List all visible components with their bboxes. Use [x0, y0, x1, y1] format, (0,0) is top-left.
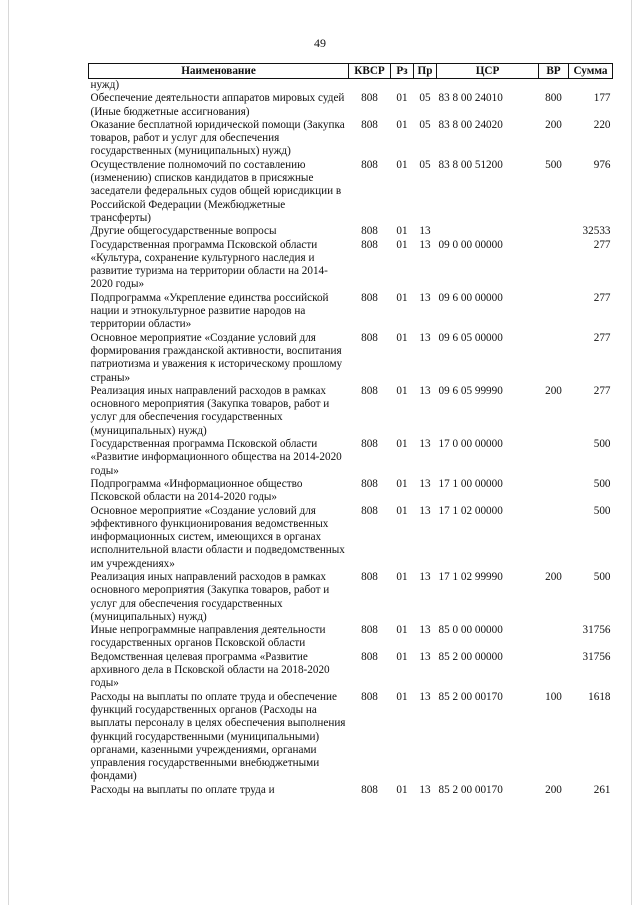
cell-sum: 261 — [593, 783, 611, 796]
cell-kvsr: 808 — [361, 158, 378, 171]
cell-name: Оказание бесплатной юридической помощи (Закупка товаров, работ и услуг для обеспечения государственных (муниципальных) нужд) — [90, 118, 345, 158]
cell-rz: 01 — [396, 570, 408, 583]
cell-rz: 01 — [396, 238, 408, 251]
cell-sum: 500 — [593, 477, 611, 490]
cell-csr: 85 2 00 00170 — [438, 690, 503, 703]
cell-name: Расходы на выплаты по оплате труда и — [90, 783, 275, 796]
cell-sum: 277 — [593, 331, 611, 344]
cell-csr: 17 0 00 00000 — [438, 438, 503, 451]
cell-vr — [539, 332, 569, 385]
cell-name: Ведомственная целевая программа «Развитие архивного дела в Псковской области на 2018-2020 годы» — [90, 650, 330, 690]
cell-name: Иные непрограммные направления деятельности государственных органов Псковской области — [90, 624, 326, 650]
cell-vr — [539, 624, 569, 651]
cell-name: Реализация иных направлений расходов в рамках основного мероприятия (Закупка товаров, работ и услуг для обеспечения государственных (муниципальных) нужд) — [90, 570, 330, 623]
table-row — [89, 332, 613, 385]
cell-vr — [539, 239, 569, 292]
cell-vr: 200 — [545, 118, 562, 131]
cell-name: Реализация иных направлений расходов в рамках основного мероприятия (Закупка товаров, работ и услуг для обеспечения государственных (муниципальных) нужд) — [90, 384, 330, 437]
cell-sum: 31756 — [582, 650, 611, 663]
cell-name: Другие общегосударственные вопросы — [90, 225, 277, 238]
cell-sum — [569, 79, 613, 93]
cell-kvsr: 808 — [361, 783, 378, 796]
table-body — [89, 79, 613, 798]
cell-rz: 01 — [396, 783, 408, 796]
cell-kvsr: 808 — [361, 650, 378, 663]
cell-csr: 85 2 00 00000 — [438, 650, 503, 663]
cell-vr: 100 — [545, 690, 562, 703]
cell-kvsr: 808 — [361, 504, 378, 517]
cell-vr — [539, 505, 569, 571]
cell-vr: 500 — [545, 158, 562, 171]
cell-pr: 13 — [419, 504, 431, 517]
cell-csr: 85 2 00 00170 — [438, 783, 503, 796]
cell-vr — [539, 651, 569, 691]
cell-vr — [539, 225, 569, 238]
cell-name: Обеспечение деятельности аппаратов мировых судей (Иные бюджетные ассигнования) — [90, 92, 345, 118]
table-row — [89, 651, 613, 691]
cell-sum: 500 — [593, 438, 611, 451]
table-row — [89, 292, 613, 332]
table-row — [89, 239, 613, 292]
cell-vr — [539, 79, 569, 93]
cell-rz — [391, 79, 414, 93]
table-row — [89, 159, 613, 225]
cell-sum: 500 — [593, 570, 611, 583]
cell-pr — [414, 79, 437, 93]
cell-sum: 500 — [593, 504, 611, 517]
cell-vr: 800 — [545, 92, 562, 105]
cell-rz: 01 — [396, 291, 408, 304]
cell-rz: 01 — [396, 158, 408, 171]
cell-pr: 05 — [419, 118, 431, 131]
cell-name: Основное мероприятие «Создание условий для эффективного функционирования ведомственных информационных систем, имеющихся в органах исполнительной власти области и подведомственных им учреждениях» — [90, 504, 345, 570]
cell-sum: 277 — [593, 384, 611, 397]
cell-csr: 09 6 00 00000 — [438, 291, 503, 304]
header-csr: ЦСР — [437, 64, 539, 79]
cell-kvsr: 808 — [361, 291, 378, 304]
table-row — [89, 784, 613, 797]
cell-vr — [539, 438, 569, 478]
cell-pr: 13 — [419, 570, 431, 583]
cell-rz: 01 — [396, 118, 408, 131]
cell-sum: 1618 — [588, 690, 611, 703]
cell-kvsr: 808 — [361, 118, 378, 131]
header-sum: Сумма — [569, 64, 613, 79]
cell-rz: 01 — [396, 225, 408, 238]
cell-kvsr: 808 — [361, 438, 378, 451]
cell-kvsr: 808 — [361, 570, 378, 583]
cell-pr: 13 — [419, 477, 431, 490]
cell-kvsr: 808 — [361, 225, 378, 238]
header-vr: ВР — [539, 64, 569, 79]
cell-csr: 17 1 00 00000 — [438, 477, 503, 490]
header-pr: Пр — [414, 64, 437, 79]
cell-rz: 01 — [396, 650, 408, 663]
cell-pr: 13 — [419, 783, 431, 796]
cell-kvsr: 808 — [361, 477, 378, 490]
budget-table — [88, 63, 613, 797]
cell-pr: 13 — [419, 624, 431, 637]
cell-vr: 200 — [545, 384, 562, 397]
scan-edge-left — [8, 0, 9, 905]
table-header-row — [89, 64, 613, 79]
cell-vr: 200 — [545, 570, 562, 583]
cell-pr: 13 — [419, 331, 431, 344]
cell-vr: 200 — [545, 783, 562, 796]
page-number: 49 — [314, 36, 326, 50]
cell-vr — [539, 478, 569, 505]
table-row — [89, 571, 613, 624]
cell-name: Государственная программа Псковской области «Культура, сохранение культурного наследия и развитие туризма на территории области на 2014-2020 годы» — [90, 238, 328, 291]
cell-pr: 05 — [419, 158, 431, 171]
table-row — [89, 92, 613, 119]
cell-sum: 220 — [593, 118, 611, 131]
cell-kvsr: 808 — [361, 624, 378, 637]
header-rz: Рз — [391, 64, 414, 79]
cell-pr: 13 — [419, 384, 431, 397]
cell-sum: 277 — [593, 291, 611, 304]
cell-csr: 09 6 05 99990 — [438, 384, 503, 397]
cell-rz: 01 — [396, 331, 408, 344]
table-row — [89, 385, 613, 438]
cell-rz: 01 — [396, 690, 408, 703]
cell-name: Расходы на выплаты по оплате труда и обеспечение функций государственных органов (Расходы на выплаты персоналу в целях обеспечения выполнения функций государственными (муниципальными) органами, казенными учреждениями, органами управления государственными внебюджетными фондами) — [90, 690, 346, 783]
cell-rz: 01 — [396, 504, 408, 517]
cell-vr — [539, 292, 569, 332]
cell-pr: 13 — [419, 438, 431, 451]
table-row — [89, 505, 613, 571]
cell-pr: 13 — [419, 238, 431, 251]
cell-kvsr: 808 — [361, 92, 378, 105]
table-row — [89, 225, 613, 238]
cell-name: Осуществление полномочий по составлению (изменению) списков кандидатов в присяжные заседатели федеральных судов общей юрисдикции в Российской Федерации (Межбюджетные трансферты) — [90, 158, 342, 224]
cell-pr: 13 — [419, 650, 431, 663]
cell-pr: 13 — [419, 225, 431, 238]
cell-sum: 177 — [593, 92, 611, 105]
cell-csr: 09 6 05 00000 — [438, 331, 503, 344]
cell-name: нужд) — [90, 79, 120, 91]
cell-rz: 01 — [396, 438, 408, 451]
cell-pr: 13 — [419, 690, 431, 703]
cell-rz: 01 — [396, 624, 408, 637]
table-row — [89, 691, 613, 784]
cell-csr: 09 0 00 00000 — [438, 238, 503, 251]
table-row — [89, 79, 613, 93]
cell-csr: 85 0 00 00000 — [438, 624, 503, 637]
cell-pr: 05 — [419, 92, 431, 105]
cell-kvsr: 808 — [361, 238, 378, 251]
header-name: Наименование — [89, 64, 349, 79]
cell-kvsr — [349, 79, 391, 93]
table-row — [89, 438, 613, 478]
cell-rz: 01 — [396, 384, 408, 397]
cell-kvsr: 808 — [361, 690, 378, 703]
cell-sum: 976 — [593, 158, 611, 171]
cell-csr: 83 8 00 24020 — [438, 118, 503, 131]
cell-sum: 32533 — [582, 225, 611, 238]
cell-rz: 01 — [396, 477, 408, 490]
cell-rz: 01 — [396, 92, 408, 105]
cell-name: Государственная программа Псковской области «Развитие информационного общества на 2014-2020 годы» — [90, 438, 342, 477]
table-header — [89, 64, 613, 79]
table-row — [89, 478, 613, 505]
cell-csr: 83 8 00 51200 — [438, 158, 503, 171]
cell-kvsr: 808 — [361, 331, 378, 344]
cell-kvsr: 808 — [361, 384, 378, 397]
cell-pr: 13 — [419, 291, 431, 304]
cell-csr — [437, 225, 539, 238]
header-kvsr: КВСР — [349, 64, 391, 79]
table-row — [89, 119, 613, 159]
table-row — [89, 624, 613, 651]
cell-csr — [437, 79, 539, 93]
cell-name: Подпрограмма «Информационное общество Псковской области на 2014-2020 годы» — [90, 477, 303, 504]
cell-csr: 17 1 02 00000 — [438, 504, 503, 517]
cell-csr: 17 1 02 99990 — [438, 570, 503, 583]
cell-sum: 277 — [593, 238, 611, 251]
cell-name: Основное мероприятие «Создание условий для формирования гражданской активности, воспитания патриотизма и уважения к историческому прошлому страны» — [90, 331, 343, 384]
cell-csr: 83 8 00 24010 — [438, 92, 503, 105]
scan-edge-right — [631, 0, 632, 905]
cell-sum: 31756 — [582, 624, 611, 637]
cell-name: Подпрограмма «Укрепление единства российской нации и этнокультурное развитие народов на территории области» — [90, 291, 329, 331]
